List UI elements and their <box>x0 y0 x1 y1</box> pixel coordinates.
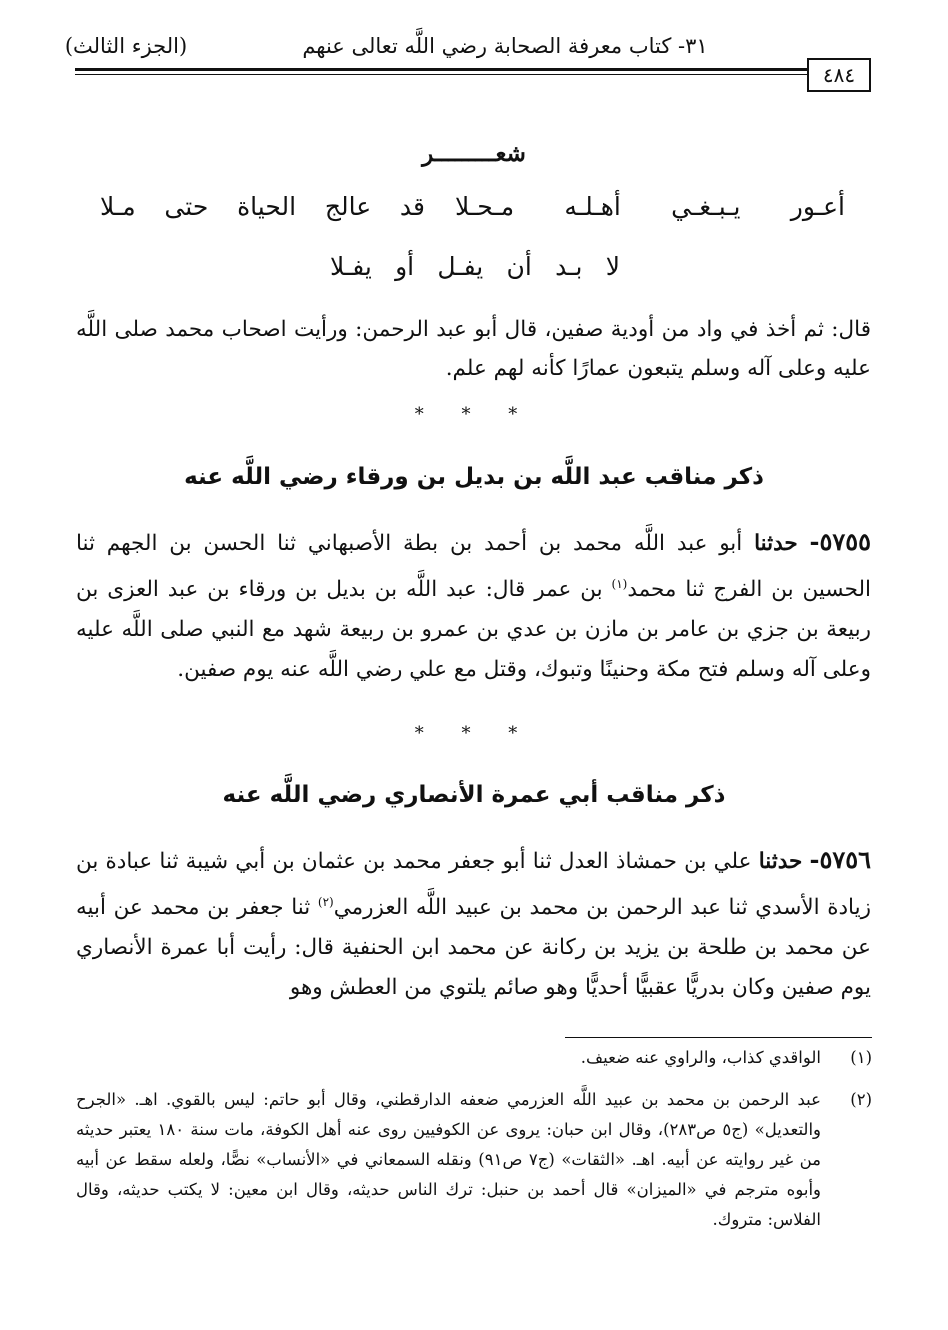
footnote-text: عبد الرحمن بن محمد بن عبيد اللَّه العزرمي ضعفه الدارقطني، وقال أبو حاتم: ليس بالقوي. اهـ. «الجرح والتعديل» (ج٥ ص٢٨٣)، وقال ابن حبان: يروى عن الكوفيين روى عنه أهل الكوفة، مات سنة ١٨٠ يعتبر حديثه من غير روايته عن أبيه. اهـ. «الثقات» (ج٧ ص٩١) ونقله السمعاني في «الأنساب» نصًّا، ولعله سقط عن أبيه وأبوه مترجم في «الميزان» قال أحمد بن حنبل: ترك الناس حديثه، وقال ابن معين: لا يكتب حديثه، وقال الفلاس: متروك. <box>76 1090 821 1229</box>
footnote-number: (١) <box>850 1048 872 1067</box>
running-header-part: (الجزء الثالث) <box>64 34 188 58</box>
section-title-abu-amra: ذكر مناقب أبي عمرة الأنصاري رضي اللَّه عنه <box>222 782 726 808</box>
hadith-lead: حدثنا <box>754 531 798 556</box>
poem-verse2: لا بـد أن يفـل أو يفـلا <box>330 252 620 281</box>
footnote-text: الواقدي كذاب، والراوي عنه ضعيف. <box>580 1048 821 1067</box>
hadith-number: ٥٧٥٥- <box>809 527 871 556</box>
header-rule-thick <box>75 68 807 71</box>
poem-verse1-second-half: قد عالج الحياة حتى مـلا <box>100 192 425 221</box>
poem-verse1-first-half: أعـور يـبـغـي أهـلـه مـحـلا <box>455 192 845 221</box>
footnote-number: (٢) <box>850 1090 872 1109</box>
separator-stars: * * * <box>414 404 534 425</box>
page-number: ٤٨٤ <box>822 63 856 87</box>
hadith-number: ٥٧٥٦- <box>809 845 872 874</box>
running-header-chapter: ٣١- كتاب معرفة الصحابة رضي اللَّه تعالى عنهم <box>302 34 708 58</box>
footnote-ref[interactable]: (١) <box>611 577 628 591</box>
poem-heading: شعـــــــــر <box>422 140 526 167</box>
footnote-ref[interactable]: (٢) <box>317 895 334 909</box>
hadith-5755 <box>76 522 871 690</box>
hadith-lead: حدثنا <box>758 849 803 874</box>
header-rule-thin <box>75 74 807 75</box>
paragraph-narration: قال: ثم أخذ في واد من أودية صفين، قال أبو عبد الرحمن: ورأيت اصحاب محمد صلى اللَّه عليه وعلى آله وسلم يتبعون عمارًا كأنه لهم علم. <box>76 317 871 381</box>
hadith-text: علي بن حمشاذ العدل ثنا أبو جعفر محمد بن عثمان بن أبي شيبة ثنا عبادة بن زيادة الأسدي ثنا عبد الرحمن بن محمد بن عبيد اللَّه العزرمي <box>76 849 871 921</box>
separator-stars: * * * <box>414 723 534 744</box>
section-title-abdullah-bin-budayl: ذكر مناقب عبد اللَّه بن بديل بن ورقاء رضي اللَّه عنه <box>184 464 764 490</box>
hadith-5756 <box>76 840 871 1008</box>
page-number-box <box>807 58 871 92</box>
footnote-separator <box>565 1037 872 1038</box>
hadith-text: ثنا جعفر بن محمد عن أبيه عن محمد بن طلحة بن يزيد بن ركانة عن محمد ابن الحنفية قال: رأيت أبا عمرة الأنصاري يوم صفين وكان بدريًّا عقبيًّا أحديًّا وهو صائم يلتوي من العطش وهو <box>76 895 871 1001</box>
hadith-text: بن عمر قال: عبد اللَّه بن بديل بن ورقاء بن عبد العزى بن ربيعة بن جزي بن عامر بن مازن بن عدي بن عمرو بن ربيعة شهد مع النبي صلى اللَّه عليه وعلى آله وسلم فتح مكة وحنينًا وتبوك، وقتل مع علي رضي اللَّه عنه يوم صفين. <box>76 577 871 683</box>
hadith-text: أبو عبد اللَّه محمد بن أحمد بن بطة الأصبهاني ثنا الحسن بن الجهم ثنا الحسين بن الفرج ثنا محمد <box>76 531 871 603</box>
